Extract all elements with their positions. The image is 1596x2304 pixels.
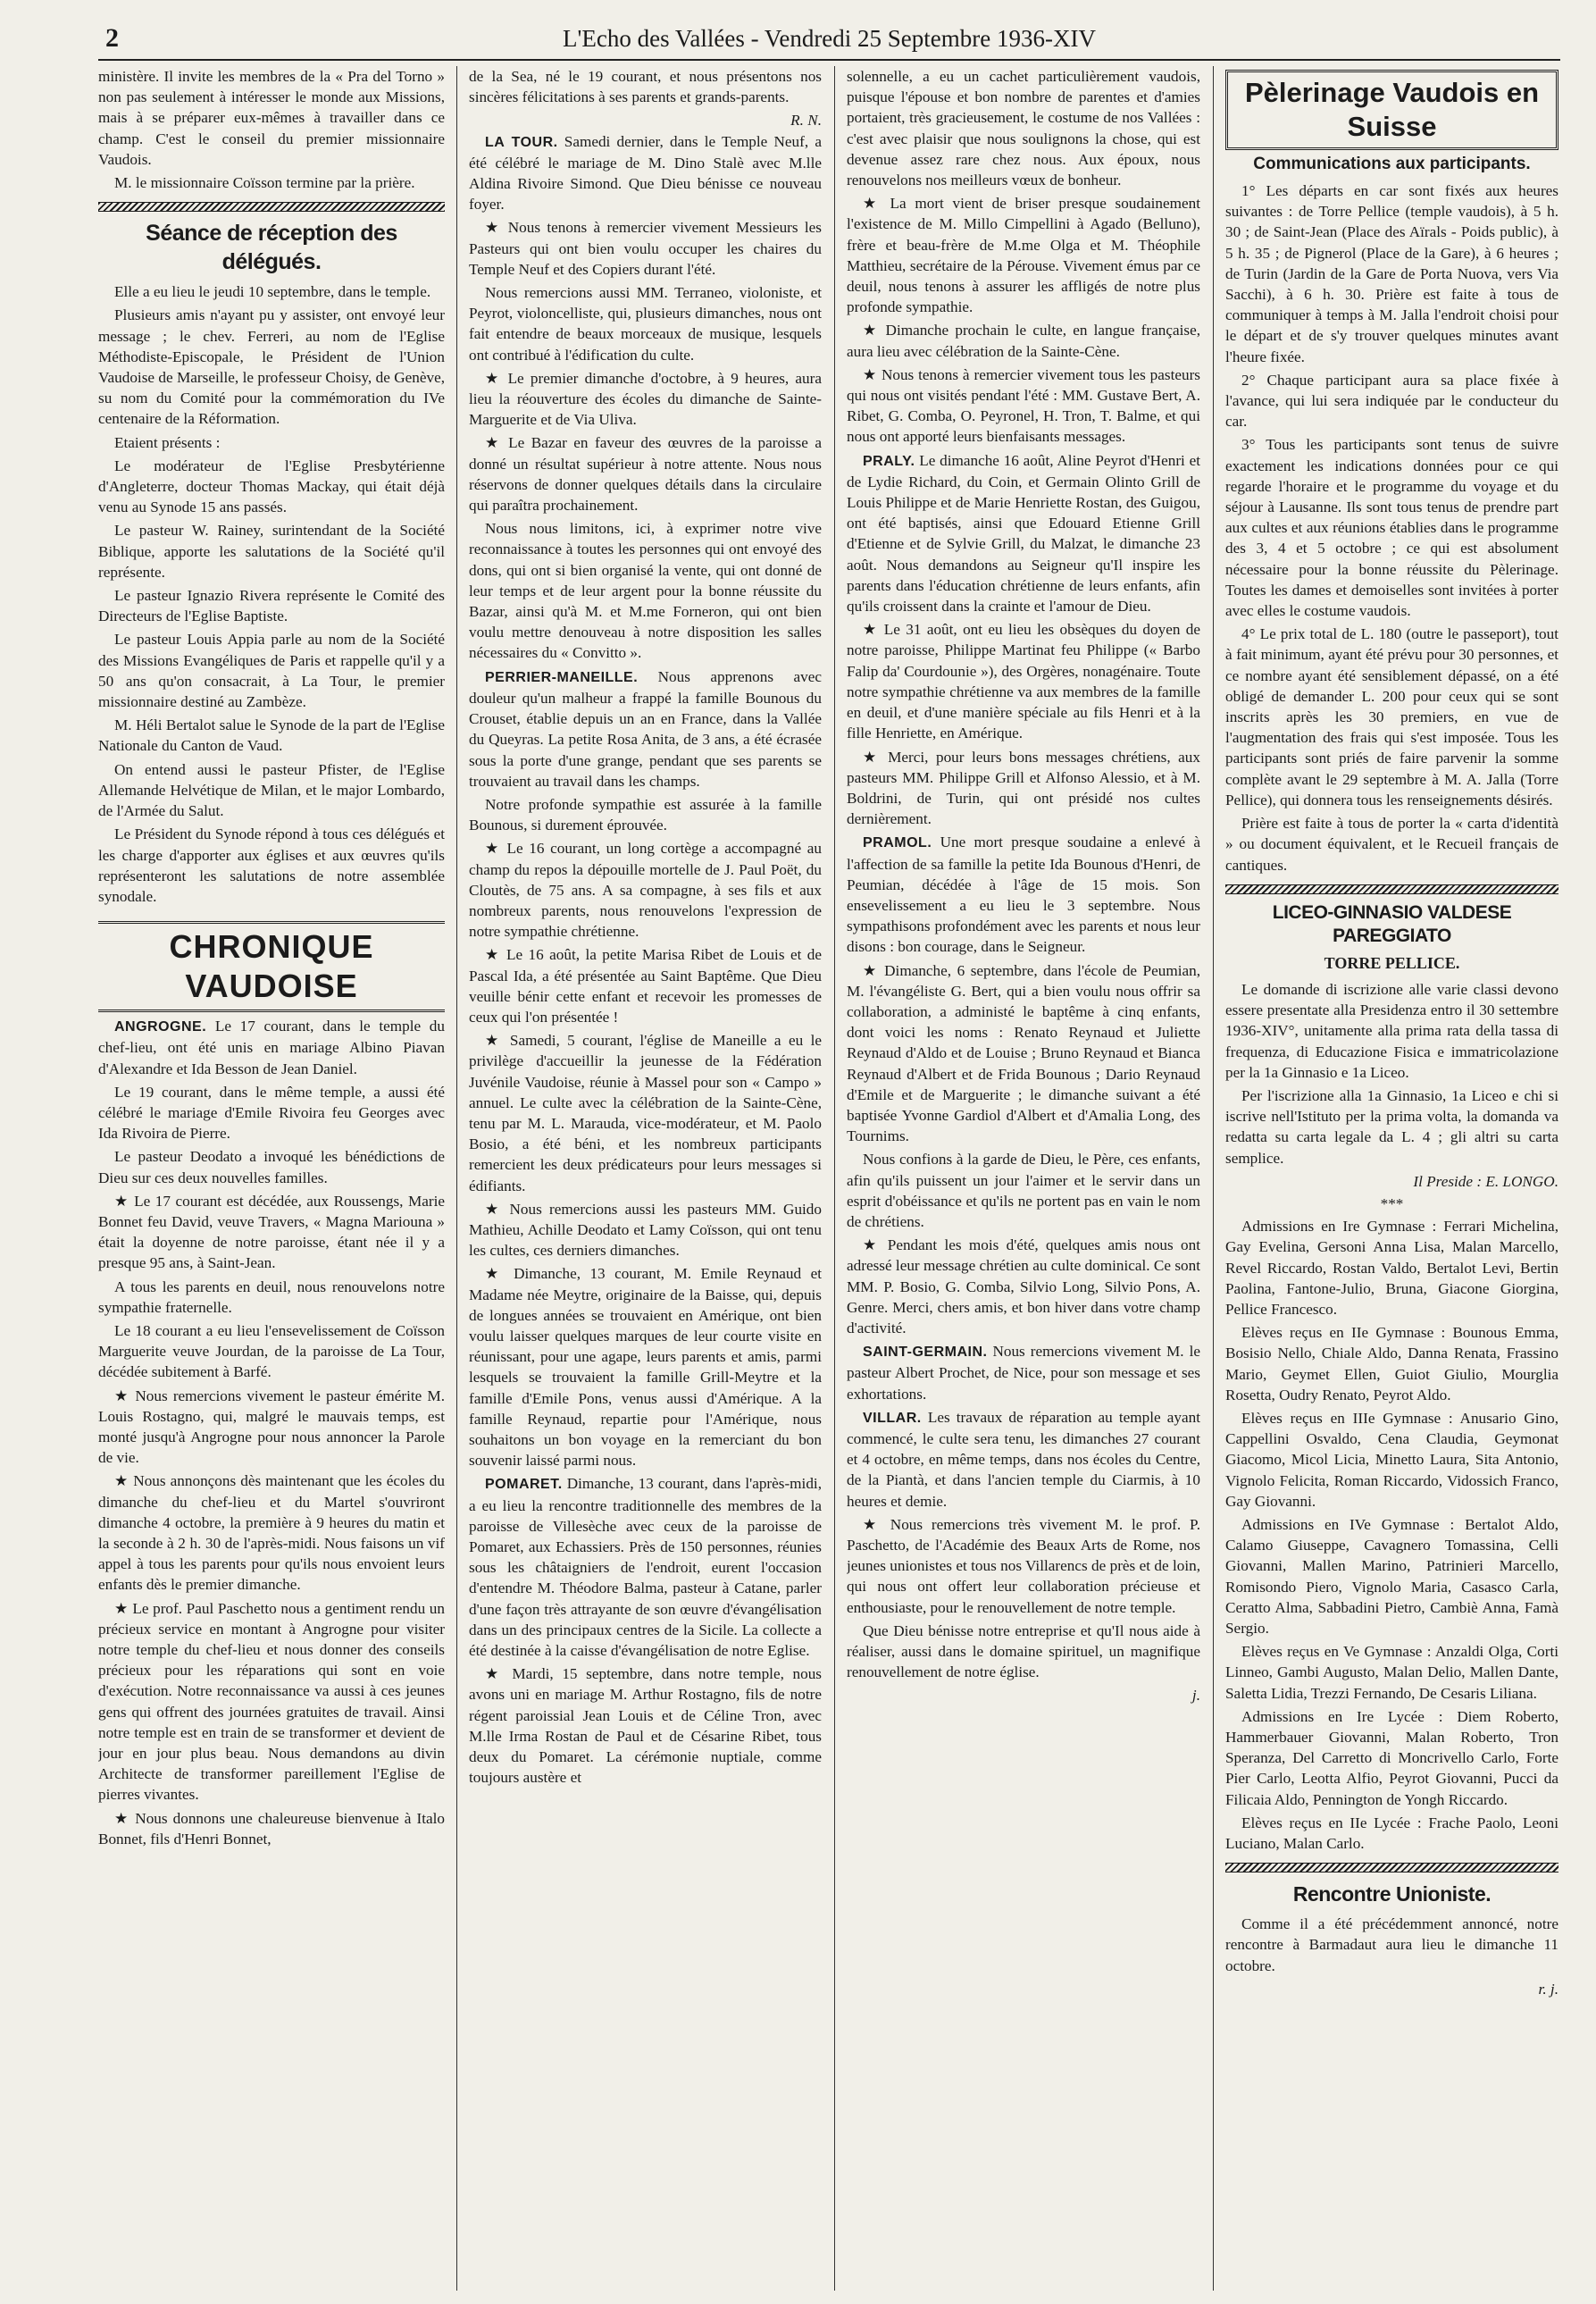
section-subtitle: TORRE PELLICE.	[1324, 953, 1460, 972]
paragraph: solennelle, a eu un cachet particulièrement vaudois, puisque l'épouse et bon nombre de parentes et d'amies portaient, très gracieusement, le costume de nos Vallées : c'est avec plaisir que nous soulignons la chose, qui est devenue assez rare chez nous. Aux époux, nous renouvelons nos meilleurs vœux de bonheur.	[847, 68, 1200, 189]
paragraph: 4° Le prix total de L. 180 (outre le passeport), tout à fait minimum, ayant été prévu pour 30 personnes, et ce nombre ayant été sensiblement dépassé, on a été obligé de demander L. 200 pour ceux qui se sont inscrits après les 30 premiers, en vue de l'augmentation des frais qui s'est imposée. Tous les participants sont priés de faire parvenir la somme complète avant le 29 septembre à M. A. Jalla (Torre Pellice), qui donnera tous les renseignements désirés.	[1225, 625, 1558, 808]
paper-title-line: L'Echo des Vallées - Vendredi 25 Septembre 1936-XIV	[563, 25, 1096, 52]
paragraph: Elèves reçus en Ve Gymnase : Anzaldi Olga, Corti Linneo, Gambi Augusto, Malan Delio, Mallen Dante, Saletta Lidia, Trezzi Fernando, De Cesaris Liliana.	[1225, 1643, 1558, 1702]
section-title-rencontre: Rencontre Unioniste.	[1292, 1882, 1492, 1906]
paragraph: Per l'iscrizione alla 1a Ginnasio, 1a Liceo e chi si iscrive nell'Istituto per la prima volta, la domanda va redatta su carta legale da L. 4 ; gli altri su carta semplice.	[1225, 1086, 1558, 1167]
column-1	[98, 66, 445, 2291]
paragraph: Le domande di iscrizione alle varie classi devono essere presentate alla Presidenza entro il 30 settembre 1936-XIV°, unitamente alla prima rata della tassa di frequenza, di Educazione Fisica e immatricolazione per la 1a Ginnasio e 1a Liceo.	[1225, 980, 1558, 1081]
parish-label: VILLAR.	[863, 1410, 922, 1426]
section-title-chronique: CHRONIQUE VAUDOISE	[98, 921, 445, 1012]
paragraph: Le 19 courant, dans le même temple, a aussi été célébré le mariage d'Emile Rivoira feu Georges avec Ida Rivoira de Pierre.	[98, 1083, 445, 1143]
paragraph: ministère. Il invite les membres de la « Pra del Torno » non pas seulement à intéresser le monde aux Missions, mais à se préparer eux-mêmes à travailler dans ce champ. C'est le conseil du premier missionnaire Vaudois.	[98, 68, 445, 168]
column-2	[469, 66, 822, 2291]
signature: r. j.	[1538, 1980, 1558, 1998]
paragraph: On entend aussi le pasteur Pfister, de l'Eglise Allemande Helvétique de Milan, et le major Lombardo, de l'Armée du Salut.	[98, 760, 445, 820]
ornamental-divider	[98, 202, 445, 212]
masthead	[98, 14, 1560, 61]
paragraph: Que Dieu bénisse notre entreprise et qu'Il nous aide à réaliser, aussi dans le domaine spirituel, un magnifique renouvellement de notre église.	[847, 1621, 1200, 1681]
paragraph: Nous nous limitons, ici, à exprimer notre vive reconnaissance à toutes les personnes qui ont envoyé des dons, qui ont si bien organisé la vente, qui ont donné de leur temps et de leur argent pour la bonne réussite du Bazar, ainsi qu'à M. et M.me Forneron, qui ont bien voulu mettre denouveau à notre disposition les salles nécessaires du « Convitto ».	[469, 520, 822, 662]
paragraph: ★ Nous remercions vivement le pasteur émérite M. Louis Rostagno, qui, malgré le mauvais temps, est monté jusqu'à Angrogne pour nous annoncer la Parole de vie.	[98, 1387, 445, 1467]
separator-stars: ***	[1380, 1194, 1404, 1212]
paragraph: ★ Le Bazar en faveur des œuvres de la paroisse a donné un résultat supérieur à notre attente. Nous nous réservons de donner quelques détails dans la circulaire qui paraîtra prochainement.	[469, 434, 822, 515]
paragraph: ★ Nous tenons à remercier vivement tous les pasteurs qui nous ont visités pendant l'été : MM. Gustave Bert, A. Ribet, G. Comba, O. Peyronel, H. Tron, T. Balme, et qui nous ont apporté leurs bienfaisants messages.	[847, 365, 1200, 446]
column-rule	[834, 66, 835, 2291]
paragraph: Nous remercions aussi MM. Terraneo, violoniste, et Peyrot, violoncelliste, qui, plusieurs dimanches, nous ont fait entendre de beaux morceaux de musique, lesquels ont contribué à l'édification du culte.	[469, 284, 822, 364]
paragraph: ★ Dimanche, 13 courant, M. Emile Reynaud et Madame née Meytre, originaire de la Baisse, qui, depuis de longues années se trouvaient en Amérique, ont bien voulu laisser quelques marques de leur courte visite en réunissant, pour une agape, leurs parents et amis, parmi lesquels se trouvaient la famille Grill-Meytre et la famille d'Emile Pons, venus aussi d'Amérique. A la famille Reynaud, repartie pour l'Amérique, nous souhaitons un bon voyage en la remerciant du bon souvenir laissé parmi nous.	[469, 1265, 822, 1470]
paragraph: ★ Nous tenons à remercier vivement Messieurs les Pasteurs qui ont bien voulu occuper les chaires du Temple Neuf et des Copiers durant l'été.	[469, 219, 822, 278]
paragraph: Le pasteur Ignazio Rivera représente le Comité des Directeurs de l'Eglise Baptiste.	[98, 587, 445, 625]
paragraph: M. le missionnaire Coïsson termine par la prière.	[114, 174, 415, 192]
parish-label: SAINT-GERMAIN.	[863, 1345, 988, 1361]
paragraph-text: Nous remercions vivement M. le pasteur Albert Prochet, de Nice, pour son message et ses exhortations.	[847, 1343, 1200, 1403]
section-subtitle: Communications aux participants.	[1253, 155, 1531, 173]
paragraph: ★ Le 17 courant est décédée, aux Roussengs, Marie Bonnet feu David, veuve Travers, « Magna Mariouna » était la doyenne de notre paroisse, étant née il y a presque 95 ans, à Saint-Jean.	[98, 1192, 445, 1272]
paragraph: Etaient présents :	[114, 433, 221, 451]
parish-label: PRALY.	[863, 453, 915, 469]
paragraph: M. Héli Bertalot salue le Synode de la part de l'Eglise Nationale du Canton de Vaud.	[98, 716, 445, 755]
parish-label: ANGROGNE.	[114, 1019, 207, 1035]
paragraph-text: Dimanche, 13 courant, dans l'après-midi, a eu lieu la rencontre traditionnelle des membres de la paroisse de Villesèche avec ceux de la paroisse de Pomaret, aux Echassiers. Près de 150 personnes, réunies sous les châtaigniers de l'endroit, eurent l'occasion d'entendre M. Théodore Balma, pasteur à Catane, parler d'une façon très attrayante de son œuvre d'évangélisation dans un des principaux centres de la Sicile. La collecte a été destinée à la caisse d'évangélisation de notre Eglise.	[469, 1475, 822, 1660]
section-title-liceo: LICEO-GINNASIO VALDESE PAREGGIATO	[1272, 901, 1512, 946]
paragraph: Le pasteur Deodato a invoqué les bénédictions de Dieu sur ces deux nouvelles familles.	[98, 1148, 445, 1186]
column-4	[1225, 66, 1558, 2291]
paragraph-text: Le 17 courant, dans le temple du chef-lieu, ont été unis en mariage Albino Piavan d'Alexandre et Ida Besson de Jean Daniel.	[98, 1018, 445, 1077]
paragraph: ★ Le prof. Paul Paschetto nous a gentiment rendu un précieux service en montant à Angrogne pour visiter notre temple du chef-lieu et nous donner des conseils précieux pour les réparations qui sont en voie d'exécution. Notre reconnaissance va aussi à ces jeunes gens qui offrent des journées gratuites de travail. Ainsi notre temple est en train de se transformer et devient de jour en jour plus beau. Nous demandons au divin Architecte de transformer pareillement l'Eglise de pierres vivantes.	[98, 1599, 445, 1804]
paragraph: ★ Le premier dimanche d'octobre, à 9 heures, aura lieu la réouverture des écoles du dimanche de Sainte-Marguerite et de Via Uliva.	[469, 369, 822, 429]
page-number: 2	[105, 23, 119, 53]
paragraph: Le pasteur Louis Appia parle au nom de la Société des Missions Evangéliques de Paris et rappelle qu'il y a 50 ans qu'on consacrait, à La Tour, le premier missionnaire destiné au Zambèze.	[98, 631, 445, 711]
paragraph-text: Les travaux de réparation au temple ayant commencé, le culte sera tenu, les dimanches 27 courant et 4 octobre, en même temps, dans nos écoles du Centre, de la Piantà, et dans l'ancien temple du Ciarmis, à 10 heures et demie.	[847, 1408, 1200, 1510]
paragraph: Prière est faite à tous de porter la « carta d'identità » ou document équivalent, et le Recueil français de cantiques.	[1225, 815, 1558, 874]
parish-label: PERRIER-MANEILLE.	[485, 669, 639, 685]
paragraph: Admissions en IVe Gymnase : Bertalot Aldo, Calamo Giuseppe, Cavagnero Tomassina, Celli Giovanni, Mallen Marino, Patrinieri Marcello, Romisondo Piero, Vignolo Maria, Casasco Carla, Ceratto Alma, Sabbadini Pietro, Cambiè Anna, Famà Sergio.	[1225, 1515, 1558, 1637]
signature: Il Preside : E. LONGO.	[1413, 1172, 1558, 1190]
column-rule	[456, 66, 457, 2291]
paragraph: ★ La mort vient de briser presque soudainement l'existence de M. Millo Cimpellini à Agado (Belluno), frère et beau-frère de M.me Olga et M. Théophile Matthieu, secrétaire de la Pérouse. Vivement émus par ce deuil, nous tenons à assurer les affligés de notre plus profonde sympathie.	[847, 195, 1200, 316]
paragraph: ★ Dimanche prochain le culte, en langue française, aura lieu avec célébration de la Sainte-Cène.	[847, 322, 1200, 360]
paragraph: ★ Nous remercions très vivement M. le prof. P. Paschetto, de l'Académie des Beaux Arts de Rome, nos jeunes unionistes et tous nos Villarencs de près et de loin, qui nous ont offert leur collaboration précieuse et enthousiaste, pour le renouvellement de notre temple.	[847, 1515, 1200, 1616]
ornamental-divider	[1225, 884, 1558, 894]
paragraph: 2° Chaque participant aura sa place fixée à l'avance, qui lui sera indiquée par le conducteur du car.	[1225, 371, 1558, 431]
paragraph: A tous les parents en deuil, nous renouvelons notre sympathie fraternelle.	[98, 1278, 445, 1316]
section-title-pelerinage: Pèlerinage Vaudois en Suisse	[1225, 70, 1558, 150]
paragraph: Admissions en Ire Gymnase : Ferrari Michelina, Gay Evelina, Gersoni Anna Lisa, Malan Marcello, Revel Riccardo, Rostan Valdo, Bertalot Levi, Bertin Paolina, Fantone-Julio, Bruna, Giacone Giorgina, Pellice Francesco.	[1225, 1218, 1558, 1318]
paragraph-text: Samedi dernier, dans le Temple Neuf, a été célébré le mariage de M. Dino Stalè avec M.lle Aldina Rivoire Simond. Que Dieu bénisse ce nouveau foyer.	[469, 132, 822, 214]
paragraph: ★ Le 16 août, la petite Marisa Ribet de Louis et de Pascal Ida, a été présentée au Saint Baptême. Que Dieu veuille bénir cette enfant et recevoir les promesses de ceux qui l'on présentée !	[469, 946, 822, 1026]
parish-label: PRAMOL.	[863, 835, 932, 851]
paragraph: Elèves reçus en IIIe Gymnase : Anusario Gino, Cappellini Osvaldo, Cena Claudia, Geymonat Giacomo, Micol Licia, Minetto Laura, Sita Antonio, Vignolo Felicita, Roman Riccardo, Vidossich Franco, Gay Giovanni.	[1225, 1409, 1558, 1510]
paragraph: de la Sea, né le 19 courant, et nous présentons nos sincères félicitations à ses parents et grands-parents.	[469, 68, 822, 106]
parish-label: POMARET.	[485, 1477, 563, 1493]
paragraph: Elle a eu lieu le jeudi 10 septembre, dans le temple.	[114, 283, 431, 301]
section-title-seance: Séance de réception des délégués.	[146, 221, 397, 275]
paragraph: ★ Nous annonçons dès maintenant que les écoles du dimanche du chef-lieu et du Martel s'ouvriront dimanche 4 octobre, la première à 9 heures du matin et la seconde à 2 h. 30 de l'après-midi. Nous faisons un vif appel à tous les parents pour qu'ils nous envoient leurs enfants dès le premier dimanche.	[98, 1472, 445, 1594]
column-3	[847, 66, 1200, 2291]
paragraph-text: Le dimanche 16 août, Aline Peyrot d'Henri et de Lydie Richard, du Coin, et Germain Olinto Grill de Louis Philippe et de Marie Henriette Rostan, des Guigou, ont été baptisés, ainsi que Edouard Etienne Grill d'Etienne et de Sylvie Grill, du Malzat, le dimanche 23 août. Nous demandons au Seigneur qu'Il inspire les parents dans l'éducation chrétienne de leurs enfants, afin qu'ils croissent dans la crainte et l'amour de Dieu.	[847, 451, 1200, 616]
paragraph: ★ Merci, pour leurs bons messages chrétiens, aux pasteurs MM. Philippe Grill et Alfonso Alessio, et à M. Boldrini, de Turin, qui ont présidé nos cultes dernièrement.	[847, 748, 1200, 828]
paragraph: ★ Le 16 courant, un long cortège a accompagné au champ du repos la dépouille mortelle de J. Paul Poët, du Cloutès, de 75 ans. A sa compagne, à ses fils et aux nombreux parents, nous renouvelons l'expression de notre sympathie chrétienne.	[469, 840, 822, 941]
paragraph: ★ Pendant les mois d'été, quelques amis nous ont adressé leur message chrétien au culte dominical. Ce sont MM. P. Bosio, G. Comba, Silvio Long, Silvio Pons, A. Genre. Merci, chers amis, et bon hiver dans votre champ d'activité.	[847, 1236, 1200, 1336]
signature: R. N.	[790, 112, 822, 130]
paragraph: Comme il a été précédemment annoncé, notre rencontre à Barmadaut aura lieu le dimanche 11 octobre.	[1225, 1915, 1558, 1974]
paragraph: 3° Tous les participants sont tenus de suivre exactement les indications données pour ce qui regarde l'horaire et le programme du voyage et du séjour à Lausanne. Ils sont tous tenus de prendre part aux cultes et aux réunions établies dans le programme des 3, 4 et 5 octobre ; ce qui est absolument nécessaire pour la bonne réussite du Pèlerinage. Toutes les dames et demoiselles sont invitées à porter avec elles le costume vaudois.	[1225, 436, 1558, 620]
paragraph: Nous confions à la garde de Dieu, le Père, ces enfants, afin qu'ils puissent un jour l'aimer et le servir dans un esprit d'obéissance et qu'ils ne portent pas en vain le nom de chrétiens.	[847, 1151, 1200, 1230]
paragraph: Plusieurs amis n'ayant pu y assister, ont envoyé leur message ; le chev. Ferreri, au nom de l'Eglise Méthodiste-Episcopale, le Président de l'Union Vaudoise de Marseille, le professeur Choisy, de Genève, su nom du Comité pour la commémoration du IVe centenaire de la Réformation.	[98, 306, 445, 428]
paragraph: ★ Mardi, 15 septembre, dans notre temple, nous avons uni en mariage M. Arthur Rostagno, fils de notre régent paroissial Jean Louis et de Céline Tron, avec M.lle Irma Rostan de Paul et de Césarine Ribet, tous deux du Pomaret. La cérémonie nuptiale, comme toujours austère et	[469, 1665, 822, 1787]
parish-label: LA TOUR.	[485, 134, 558, 150]
paragraph: ★ Dimanche, 6 septembre, dans l'école de Peumian, M. l'évangéliste G. Bert, qui a bien voulu nous offrir sa collaboration, a administé le baptême à cinq enfants, dont voici les noms : Renato Reynaud et Juliette Reynaud d'Aldo et de Louise ; Bruno Reynaud et Bianca Reynaud d'Albert et de Frida Bounous ; Dario Reynaud d'Emile et de Marguerite ; le dimanche suivant a été baptisée Yvonne Gardiol d'Albert et d'Amalia Long, des Tournims.	[847, 961, 1200, 1145]
paragraph: Admissions en Ire Lycée : Diem Roberto, Hammerbauer Giovanni, Malan Roberto, Tron Speranza, Del Carretto di Moncrivello Carlo, Forte Pier Carlo, Leotta Alfio, Peyrot Giovanni, Pucci da Filicaia Aldo, Pennington de Yongh Riccardo.	[1225, 1707, 1558, 1808]
paragraph: Elèves reçus en IIe Gymnase : Bounous Emma, Bosisio Nello, Chiale Aldo, Danna Renata, Frassino Mario, Geymet Ellen, Guiot Giulio, Mourglia Rosetta, Oudry Renato, Peyrot Aldo.	[1225, 1324, 1558, 1403]
paragraph: ★ Samedi, 5 courant, l'église de Maneille a eu le privilège d'accueillir la jeunesse de la Fédération Juvénile Vaudoise, réunie à Massel pour son « Campo » annuel. Le culte avec la célébration de la Sainte-Cène, tenu par M. L. Marauda, vice-modérateur, et M. Paolo Bosio, a été béni, et les nombreux participants remercient les deux prédicateurs pour leurs messages si édifiants.	[469, 1032, 822, 1194]
paragraph: Notre profonde sympathie est assurée à la famille Bounous, si durement éprouvée.	[469, 795, 822, 834]
ornamental-divider	[1225, 1863, 1558, 1873]
paragraph: ★ Nous donnons une chaleureuse bienvenue à Italo Bonnet, fils d'Henri Bonnet,	[98, 1809, 445, 1847]
column-rule	[1213, 66, 1214, 2291]
paragraph: Le pasteur W. Rainey, surintendant de la Société Biblique, apporte les salutations de la Société qu'il représente.	[98, 522, 445, 581]
paragraph: Le modérateur de l'Eglise Presbytérienne d'Angleterre, docteur Thomas Mackay, qui était déjà venu au Synode 15 ans passés.	[98, 457, 445, 516]
columns	[98, 66, 1558, 2291]
paragraph-text: Une mort presque soudaine a enlevé à l'affection de sa famille la petite Ida Bounous d'Henri, de Peumian, décédée à l'âge de 15 mois. Son ensevelissement a eu lieu le 3 septembre. Nous sympathisons profondément avec les parents et nous leur disons : bon courage, dans le Seigneur.	[847, 834, 1200, 956]
paragraph: ★ Nous remercions aussi les pasteurs MM. Guido Mathieu, Achille Deodato et Lamy Coïsson, qui ont tenu les cultes, ces derniers dimanches.	[469, 1200, 822, 1260]
paragraph-text: Nous apprenons avec douleur qu'un malheur a frappé la famille Bounous du Crouset, établie depuis un an en France, dans la Vallée du Queyras. La petite Rosa Anita, de 3 ans, a été écrasée sous la porte d'une grange, pendant que ses parents se trouvaient au travail dans les champs.	[469, 667, 822, 790]
paragraph: 1° Les départs en car sont fixés aux heures suivantes : de Torre Pellice (temple vaudois), à 5 h. 30 ; de Saint-Jean (Place des Aïrals - Poids public), à 5 h. 35 ; de Pignerol (Place de la Gare), à 6 heures ; de Turin (Jardin de la Gare de Porta Nuova, vers Via Sacchi), à 6 h. 30. Prière est faite à tous de communiquer à temps à M. Jalla l'endroit choisi pour le départ et de s'y trouver quelques minutes avant l'heure fixée.	[1225, 182, 1558, 365]
paragraph: Le 18 courant a eu lieu l'ensevelissement de Coïsson Marguerite veuve Jourdan, de la paroisse de La Tour, décédée subitement à Barfé.	[98, 1321, 445, 1381]
paragraph: ★ Le 31 août, ont eu lieu les obsèques du doyen de notre paroisse, Philippe Martinat feu Philippe (« Barbo Falip da' Courdounie »), des Orgères, nonagénaire. Toute notre sympathie chrétienne va aux membres de la famille en deuil, et d'une manière spéciale au fils Henri et à la fille Henriette, en Amérique.	[847, 621, 1200, 742]
paragraph: Le Président du Synode répond à tous ces délégués et les charge d'apporter aux églises et aux œuvres qu'ils représenteront les salutations de notre assemblée synodale.	[98, 825, 445, 905]
paragraph: Elèves reçus en IIe Lycée : Frache Paolo, Leoni Luciano, Malan Carlo.	[1225, 1814, 1558, 1853]
signature: j.	[1191, 1687, 1200, 1705]
